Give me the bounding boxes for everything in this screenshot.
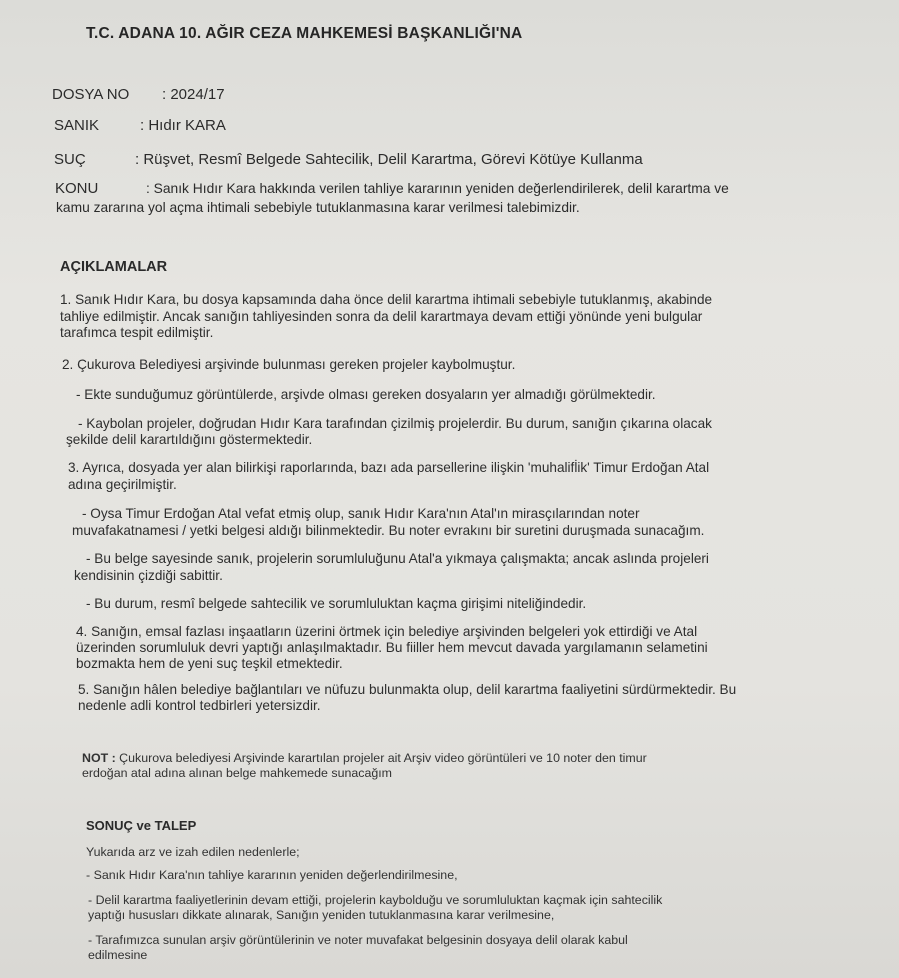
- note-line-1: [82, 751, 647, 765]
- note-line-2: erdoğan atal adına alınan belge mahkemede sunacağım: [82, 766, 392, 780]
- paragraph-1-line-2: tahliye edilmiştir. Ancak sanığın tahliyesinden sonra da delil karartmaya devam ettiği yönünde yeni bulgular: [60, 309, 703, 324]
- paragraph-2-item-b-line-1: - Kaybolan projeler, doğrudan Hıdır Kara tarafından çizilmiş projelerdir. Bu durum, sanığın çıkarına olacak: [78, 416, 712, 431]
- paragraph-4-line-1: 4. Sanığın, emsal fazlası inşaatların üzerini örtmek için belediye arşivinden belgeleri yok ettirdiği ve Atal: [76, 624, 698, 639]
- note-text-1: Çukurova belediyesi Arşivinde karartılan projeler ait Arşiv video görüntüleri ve 10 noter den timur: [115, 751, 647, 765]
- paragraph-2: 2. Çukurova Belediyesi arşivinde bulunması gereken projeler kaybolmuştur.: [62, 357, 516, 372]
- paragraph-2-item-a: - Ekte sunduğumuz görüntülerde, arşivde olması gereken dosyaların yer almadığı görülmektedir.: [76, 387, 656, 402]
- talep-item-2-line-2: yaptığı hususları dikkate alınarak, Sanığın yeniden tutuklanmasına karar verilmesine,: [88, 908, 555, 922]
- paragraph-4-line-2: üzerinden sorumluluk devri yaptığı anlaşılmaktadır. Bu fiiller hem mevcut davada yargılamanın selametini: [76, 640, 708, 655]
- paragraph-3-item-b-line-2: kendisinin çizdiği sabittir.: [74, 568, 223, 583]
- paragraph-2-item-b-line-2: şekilde delil karartıldığını göstermektedir.: [66, 432, 313, 447]
- talep-item-1: - Sanık Hıdır Kara'nın tahliye kararının yeniden değerlendirilmesine,: [86, 868, 458, 882]
- talep-item-3-line-1: - Tarafımızca sunulan arşiv görüntülerinin ve noter muvafakat belgesinin dosyaya delil olarak kabul: [88, 933, 628, 947]
- sanik-value: : Hıdır KARA: [140, 117, 226, 134]
- sonuc-intro: Yukarıda arz ve izah edilen nedenlerle;: [86, 845, 300, 859]
- paragraph-3-item-a-line-1: - Oysa Timur Erdoğan Atal vefat etmiş olup, sanık Hıdır Kara'nın Atal'ın mirasçılarından noter: [82, 506, 640, 521]
- suc-value: : Rüşvet, Resmî Belgede Sahtecilik, Delil Karartma, Görevi Kötüye Kullanma: [135, 151, 643, 168]
- aciklamalar-heading: AÇIKLAMALAR: [60, 259, 168, 275]
- konu-value-line-1: : Sanık Hıdır Kara hakkında verilen tahliye kararının yeniden değerlendirilerek, delil karartma ve: [146, 181, 729, 196]
- paragraph-3-item-c: - Bu durum, resmî belgede sahtecilik ve sorumluluktan kaçma girişimi niteliğindedir.: [86, 596, 587, 611]
- paragraph-5-line-1: 5. Sanığın hâlen belediye bağlantıları ve nüfuzu bulunmakta olup, delil karartma faaliyetini sürdürmektedir. Bu: [78, 682, 737, 697]
- talep-item-2-line-1: - Delil karartma faaliyetlerinin devam ettiği, projelerin kaybolduğu ve sorumluluktan kaçmak için sahtecilik: [88, 893, 663, 907]
- sanik-label: SANIK: [54, 117, 100, 134]
- paragraph-3-item-a-line-2: muvafakatnamesi / yetki belgesi aldığı bilinmektedir. Bu noter evrakını bir suretini duruşmada sunacağım.: [72, 523, 705, 538]
- paragraph-1-line-3: tarafımca tespit edilmiştir.: [60, 325, 214, 340]
- konu-label: KONU: [55, 180, 99, 197]
- document-title: T.C. ADANA 10. AĞIR CEZA MAHKEMESİ BAŞKANLIĞI'NA: [86, 25, 523, 42]
- sonuc-heading: SONUÇ ve TALEP: [86, 818, 197, 833]
- paragraph-1-line-1: 1. Sanık Hıdır Kara, bu dosya kapsamında daha önce delil karartma ihtimali sebebiyle tutuklanmış, akabinde: [60, 292, 713, 307]
- suc-label: SUÇ: [54, 151, 86, 168]
- dosya-value: : 2024/17: [162, 86, 225, 103]
- dosya-label: DOSYA NO: [52, 86, 130, 103]
- paragraph-3-line-2: adına geçirilmiştir.: [68, 477, 177, 492]
- paragraph-3-item-b-line-1: - Bu belge sayesinde sanık, projelerin sorumluluğunu Atal'a yıkmaya çalışmakta; ancak aslında projeleri: [86, 551, 709, 566]
- paragraph-3-line-1: 3. Ayrıca, dosyada yer alan bilirkişi raporlarında, bazı ada parsellerine ilişkin 'muhalifl̇ik' Timur Erdoğan Atal: [68, 460, 710, 475]
- paragraph-5-line-2: nedenle adli kontrol tedbirleri yetersizdir.: [78, 698, 321, 713]
- konu-value-line-2: kamu zararına yol açma ihtimali sebebiyle tutuklanmasına karar verilmesi talebimizdir.: [56, 200, 580, 215]
- paragraph-4-line-3: bozmakta hem de yeni suç teşkil etmektedir.: [76, 656, 343, 671]
- note-label: NOT :: [82, 751, 116, 765]
- talep-item-3-line-2: edilmesine: [88, 948, 148, 962]
